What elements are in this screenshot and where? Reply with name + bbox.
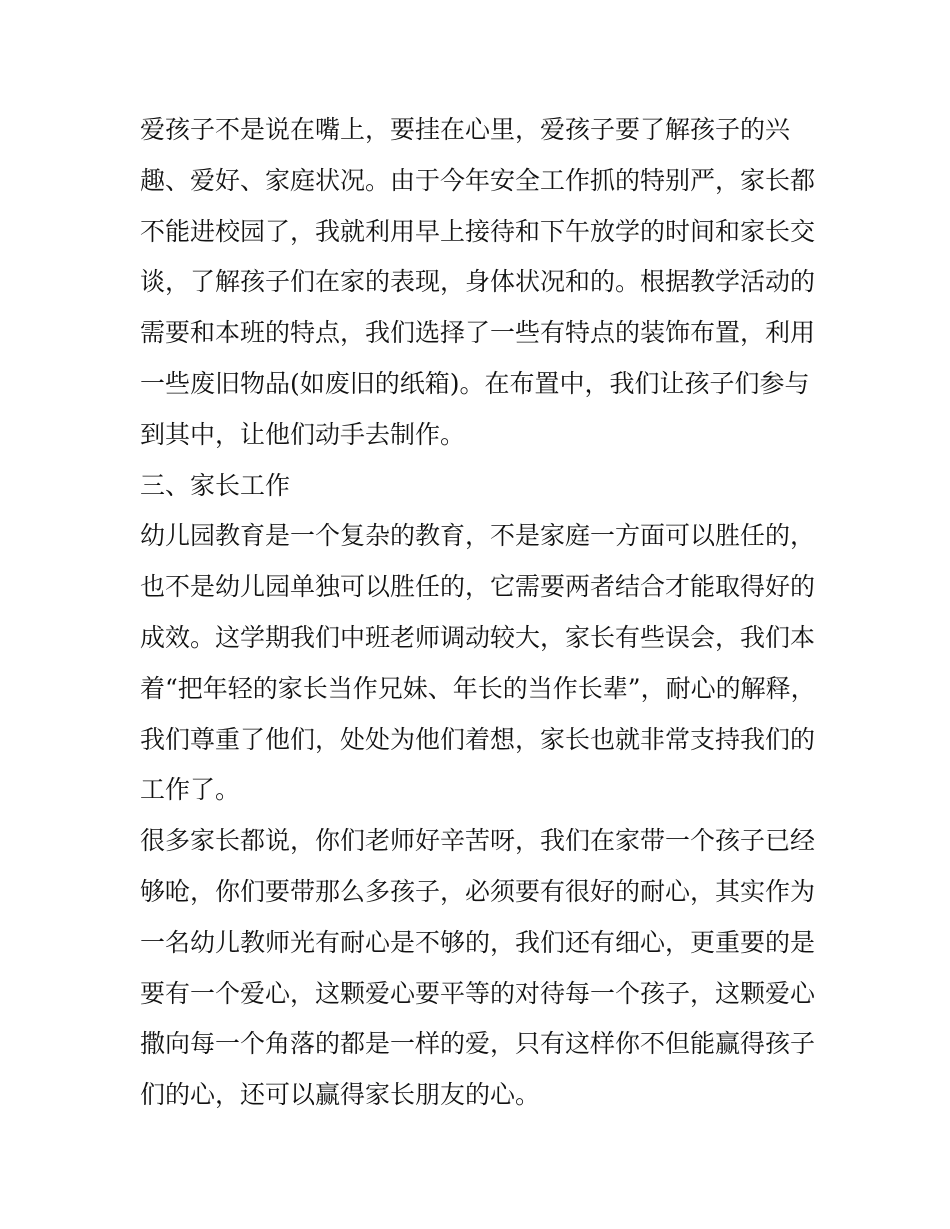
text-line: 需要和本班的特点，我们选择了一些有特点的装饰布置，利用	[140, 318, 816, 348]
text-line: 够呛，你们要带那么多孩子，必须要有很好的耐心，其实作为	[140, 876, 816, 906]
text-line: 不能进校园了，我就利用早上接待和下午放学的时间和家长交	[140, 216, 816, 246]
text-line: 爱孩子不是说在嘴上，要挂在心里，爱孩子要了解孩子的兴	[140, 115, 791, 144]
document-body	[140, 105, 820, 1121]
text-line: 成效。这学期我们中班老师调动较大，家长有些误会，我们本	[140, 622, 816, 652]
text-line: 很多家长都说，你们老师好辛苦呀，我们在家带一个孩子已经	[140, 826, 816, 856]
text-line: 我们尊重了他们，处处为他们着想，家长也就非常支持我们的	[140, 724, 816, 754]
text-line: 幼儿园教育是一个复杂的教育，不是家庭一方面可以胜任的，	[140, 521, 816, 551]
text-line: 着“把年轻的家长当作兄妹、年长的当作长辈”，耐心的解释，	[140, 673, 816, 703]
section-heading: 三、家长工作	[140, 470, 291, 500]
text-line: 工作了。	[140, 775, 241, 805]
text-line: 到其中，让他们动手去制作。	[140, 419, 466, 449]
text-line: 也不是幼儿园单独可以胜任的，它需要两者结合才能取得好的	[140, 572, 816, 602]
text-line: 谈，了解孩子们在家的表现，身体状况和的。根据教学活动的	[140, 267, 816, 297]
text-line: 趣、爱好、家庭状况。由于今年安全工作抓的特别严，家长都	[140, 165, 816, 195]
text-line: 撒向每一个角落的都是一样的爱，只有这样你不但能赢得孩子	[140, 1029, 816, 1059]
text-line: 们的心，还可以赢得家长朋友的心。	[140, 1080, 541, 1110]
text-line: 要有一个爱心，这颗爱心要平等的对待每一个孩子，这颗爱心	[140, 978, 816, 1008]
text-line: 一些废旧物品(如废旧的纸箱)。在布置中，我们让孩子们参与	[140, 368, 810, 398]
text-line: 一名幼儿教师光有耐心是不够的，我们还有细心，更重要的是	[140, 927, 816, 957]
